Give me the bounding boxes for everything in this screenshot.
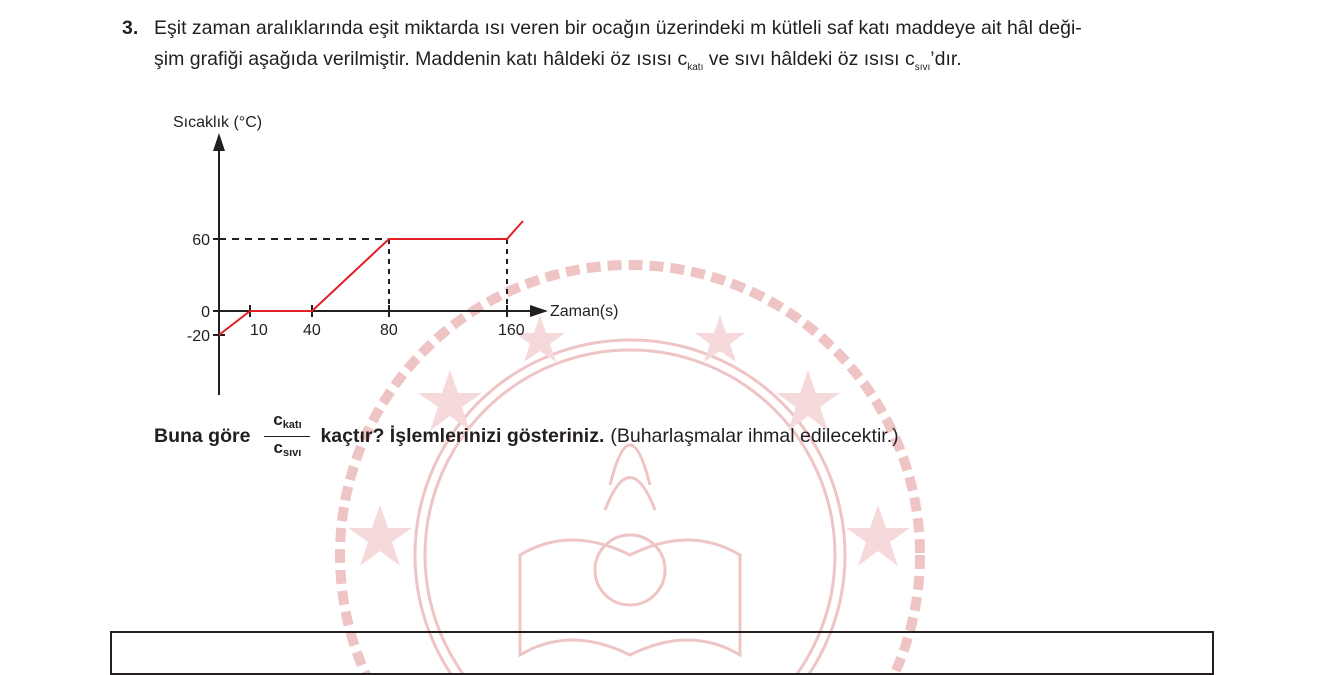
x-tick-label-40: 40	[303, 322, 321, 339]
prompt-note: (Buharlaşmalar ihmal edilecektir.)	[610, 425, 899, 447]
y-tick-label--20: -20	[186, 328, 210, 345]
x-tick-label-160: 160	[498, 322, 525, 339]
y-axis-arrow-icon	[213, 133, 225, 151]
question-text	[122, 13, 1222, 83]
y-tick-label-60: 60	[192, 232, 210, 249]
ratio-denominator-sub: sıvı	[282, 447, 302, 459]
ratio-denominator-c: c	[273, 438, 283, 457]
y-axis-label: Sıcaklık (°C)	[173, 114, 263, 131]
question-line-2-part-a: şim grafiği aşağıda verilmiştir. Maddenin katı hâldeki öz ısısı c	[154, 48, 688, 70]
x-axis-label: Zaman(s)	[550, 303, 619, 320]
question-number: 3.	[122, 17, 139, 39]
question-line-2-part-b: ve sıvı hâldeki öz ısısı c	[703, 48, 915, 70]
question-line-2	[122, 44, 1222, 83]
y-tick-label-0: 0	[201, 304, 210, 321]
question-line-2-part-c: ’dır.	[930, 48, 962, 70]
c-kati-subscript: katı	[687, 62, 704, 73]
ratio-denominator	[274, 438, 302, 463]
heating-curve-chart	[160, 105, 660, 405]
question-line-1: Eşit zaman aralıklarında eşit miktarda ısı veren bir ocağın üzerindeki m kütleli saf katı maddeye ait hâl deği-	[154, 17, 1082, 39]
x-axis-arrow-icon	[530, 305, 548, 317]
ratio-numerator-sub: katı	[282, 419, 302, 431]
specific-heat-ratio	[264, 410, 310, 463]
question-prompt	[154, 410, 899, 463]
x-tick-label-10: 10	[250, 322, 268, 339]
ratio-numerator	[273, 410, 301, 435]
prompt-ask: kaçtır? İşlemlerinizi gösteriniz.	[320, 425, 605, 447]
prompt-lead: Buna göre	[154, 425, 251, 447]
answer-box[interactable]	[110, 631, 1214, 675]
x-tick-label-80: 80	[380, 322, 398, 339]
c-sivi-subscript: sıvı	[914, 62, 931, 73]
fraction-bar	[264, 436, 310, 437]
ratio-numerator-c: c	[273, 410, 283, 429]
